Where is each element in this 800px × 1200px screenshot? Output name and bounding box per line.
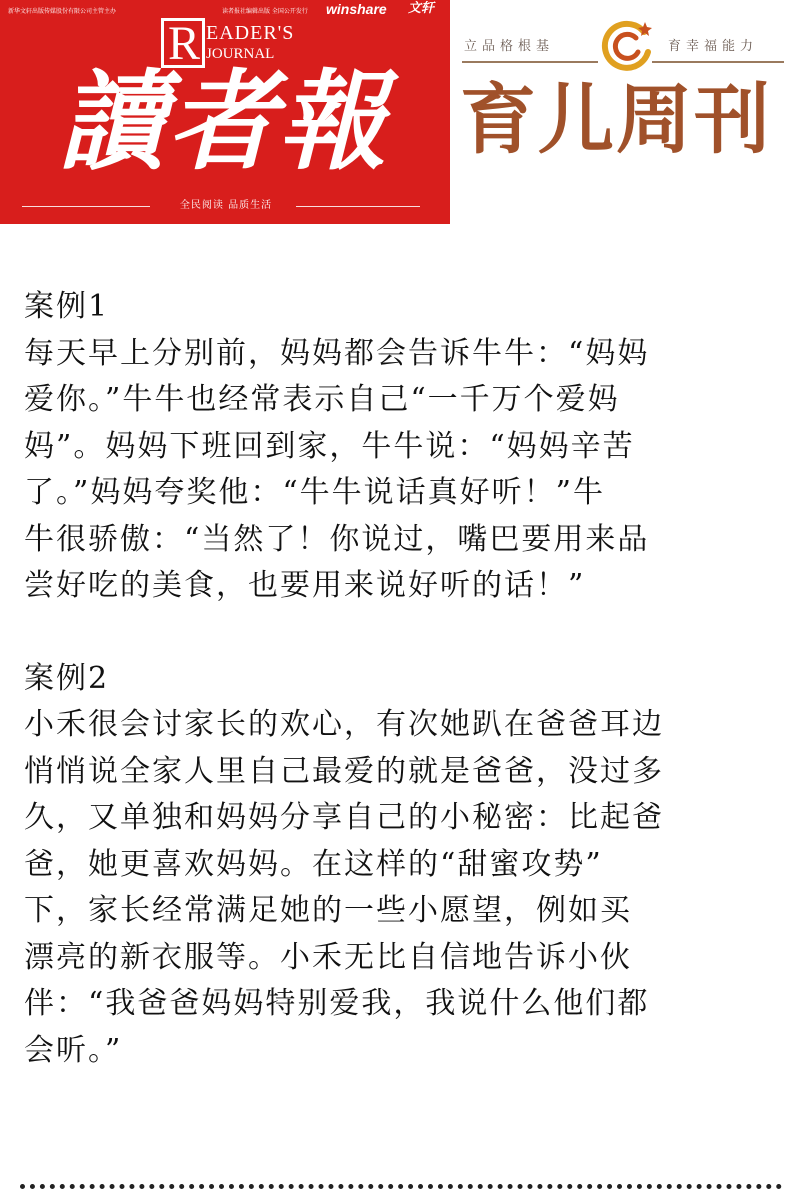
- slogan-divider-right: [296, 206, 420, 207]
- masthead-info-line: [8, 1, 442, 18]
- tagline-right: 育幸福能力: [668, 39, 759, 54]
- case-text-line: 尝好吃的美食，也要用来说好听的话！”: [24, 568, 586, 603]
- case-text-line: 伴：“我爸爸妈妈特别爱我，我说什么他们都: [24, 986, 650, 1021]
- article-body: [24, 284, 754, 1074]
- case-text-line: 会听。”: [24, 1032, 123, 1068]
- swirl-logo-icon: [598, 18, 654, 72]
- distributor-line: 读者报社编辑出版 全国公开发行: [222, 8, 308, 15]
- case-block-1: [24, 284, 754, 610]
- logo-letter: R: [168, 17, 201, 70]
- parenting-weekly-title: 育儿周刊: [460, 75, 772, 164]
- case-text-line: 久，又单独和妈妈分享自己的小秘密：比起爸: [24, 800, 664, 835]
- case-text-line: 漂亮的新衣服等。小禾无比自信地告诉小伙: [24, 939, 632, 975]
- publisher-line: 新华文轩出版传媒股份有限公司主管主办: [8, 8, 117, 15]
- case-text-line: 下，家长经常满足她的一些小愿望，例如买: [24, 893, 632, 928]
- winshare-brand: winshare: [326, 1, 387, 17]
- case-title: 案例2: [24, 660, 110, 696]
- readers-journal-slogan: 全民阅读 品质生活: [179, 200, 273, 211]
- case-title: 案例1: [24, 289, 110, 324]
- case-text-line: 爱你。”牛牛也经常表示自己“一千万个爱妈: [24, 382, 620, 417]
- readers-journal-english-sub: JOURNAL: [206, 46, 275, 62]
- case-text-line: 悄悄说全家人里自己最爱的就是爸爸，没过多: [24, 753, 664, 789]
- case-text-line: 小禾很会讨家长的欢心，有次她趴在爸爸耳边: [24, 707, 664, 742]
- case-text-line: 了。”妈妈夸奖他：“牛牛说话真好听！”牛: [24, 475, 606, 510]
- case-text-line: 妈”。妈妈下班回到家，牛牛说：“妈妈辛苦: [24, 428, 635, 464]
- winshare-brand-cn: 文轩: [408, 1, 435, 16]
- case-text-line: 每天早上分别前，妈妈都会告诉牛牛：“妈妈: [24, 335, 650, 371]
- slogan-divider-left: [22, 206, 150, 207]
- case-text-line: 牛很骄傲：“当然了！你说过，嘴巴要用来品: [24, 521, 650, 557]
- readers-journal-english-name: EADER'S: [206, 22, 295, 44]
- tagline-rule-right: [652, 61, 784, 63]
- case-text-line: 爸，她更喜欢妈妈。在这样的“甜蜜攻势”: [24, 846, 603, 882]
- tagline-left: 立品格根基: [464, 39, 555, 54]
- footer-dotted-divider: [20, 1184, 782, 1189]
- readers-journal-chinese-name: 讀者報: [58, 59, 389, 185]
- readers-journal-masthead: [0, 0, 450, 224]
- case-block-2: [24, 656, 754, 1075]
- tagline-rule-left: [462, 61, 598, 63]
